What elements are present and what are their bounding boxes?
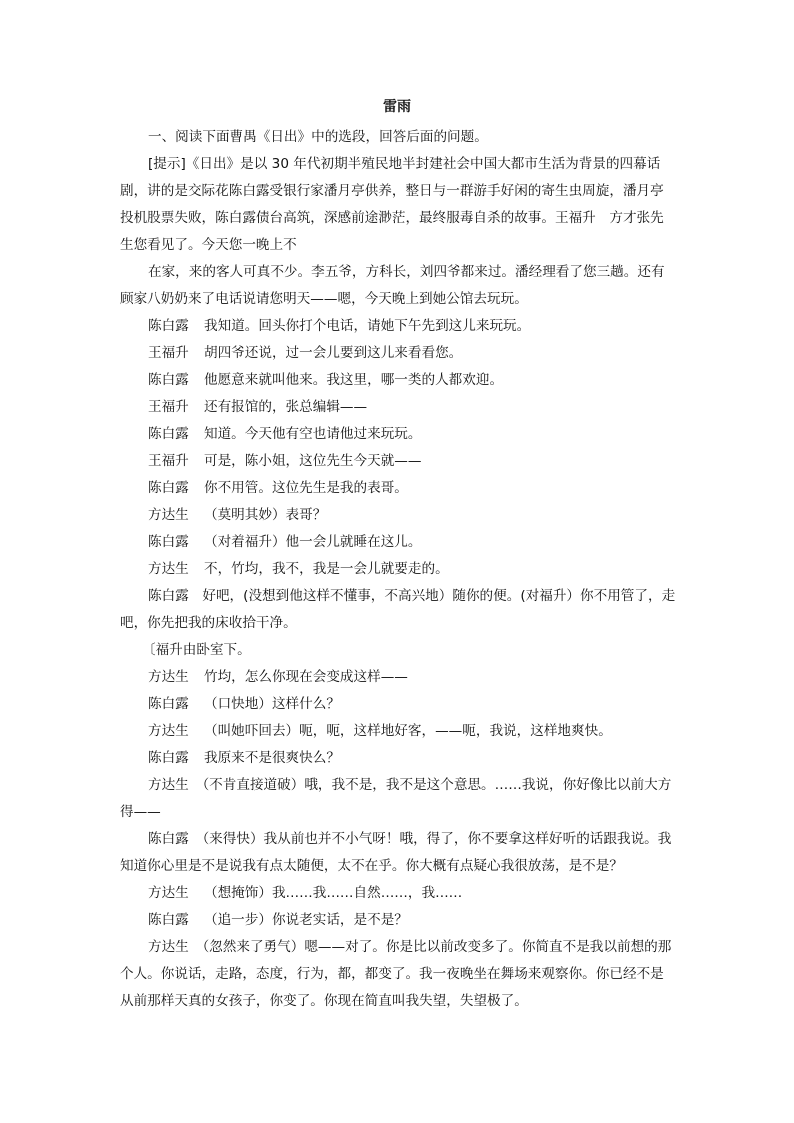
- dialogue-text: 竹均，怎么你现在会变成这样——: [204, 669, 408, 685]
- dialogue-continuation: 在家，来的客人可真不少。李五爷，方科长，刘四爷都来过。潘经理看了您三趟。还有顾家八奶奶来了电话说请您明天——嗯，今天晚上到她公馆去玩玩。: [120, 264, 665, 307]
- speaker-name: 陈白露: [148, 534, 189, 550]
- dialogue-line: [148, 556, 676, 583]
- speaker-name: 陈白露: [148, 912, 189, 928]
- dialogue-text: 他愿意来就叫他来。我这里，哪一类的人都欢迎。: [204, 372, 504, 388]
- speaker-name: 方达生: [148, 507, 189, 523]
- dialogue-line: [148, 448, 676, 475]
- dialogue-paragraph: 方达生 （忽然来了勇气）嗯——对了。你是比以前改变多了。你简直不是我以前想的那个人。你说话，走路，态度，行为，都，都变了。我一夜晚坐在舞场来观察你。你已经不是从前那样天真的女孩子，你变了。你现在简直叫我失望，失望极了。: [120, 939, 672, 1009]
- speaker-name: 方达生: [148, 669, 189, 685]
- speaker-name: 陈白露: [148, 426, 189, 442]
- hint-paragraph: [提示]《日出》是以 30 年代初期半殖民地半封建社会中国大都市生活为背景的四幕话剧，讲的是交际花陈白露受银行家潘月亭供养，整日与一群游手好闲的寄生虫周旋，潘月亭投机股票失败，陈白露债台高筑，深感前途渺茫，最终服毒自杀的故事。王福升 方才张先生您看见了。今天您一晚上不: [120, 156, 664, 253]
- dialogue-text: 你不用管。这位先生是我的表哥。: [204, 480, 408, 496]
- dialogue-line: [148, 907, 676, 934]
- dialogue-text: （叫她吓回去）呃，呃，这样地好客，——呃，我说，这样地爽快。: [204, 723, 612, 739]
- dialogue-line: [148, 313, 676, 340]
- speaker-name: 王福升: [148, 399, 189, 415]
- dialogue-line: [148, 340, 676, 367]
- dialogue-line: [148, 745, 676, 772]
- dialogue-line: [148, 394, 676, 421]
- dialogue-text: （口快地）这样什么？: [204, 696, 340, 712]
- dialogue-line: [148, 664, 676, 691]
- speaker-name: 方达生: [148, 723, 189, 739]
- document-title: 雷雨: [383, 99, 411, 115]
- dialogue-line: [148, 475, 676, 502]
- dialogue-line: [148, 529, 676, 556]
- speaker-name: 陈白露: [148, 480, 189, 496]
- speaker-name: 陈白露: [148, 318, 189, 334]
- dialogue-text: （对着福升）他一会儿就睡在这儿。: [204, 534, 422, 550]
- speaker-name: 方达生: [148, 885, 189, 901]
- speaker-name: 方达生: [148, 561, 189, 577]
- speaker-name: 陈白露: [148, 750, 189, 766]
- dialogue-line: [148, 880, 676, 907]
- dialogue-text: 还有报馆的，张总编辑——: [204, 399, 368, 415]
- dialogue-line: [148, 421, 676, 448]
- stage-direction: 〔福升由卧室下。: [142, 642, 251, 658]
- dialogue-text: 可是，陈小姐，这位先生今天就——: [204, 453, 422, 469]
- speaker-name: 王福升: [148, 453, 189, 469]
- dialogue-line: [148, 691, 676, 718]
- dialogue-text: （莫明其妙）表哥？: [204, 507, 327, 523]
- speaker-name: 陈白露: [148, 372, 189, 388]
- dialogue-text: （想掩饰）我……我……自然……，我……: [204, 885, 463, 901]
- speaker-name: 陈白露: [148, 696, 189, 712]
- dialogue-text: 我知道。回头你打个电话，请她下午先到这儿来玩玩。: [204, 318, 531, 334]
- dialogue-line: [148, 367, 676, 394]
- dialogue-text: 我原来不是很爽快么？: [204, 750, 340, 766]
- dialogue-paragraph: 陈白露 （来得快）我从前也并不小气呀！哦，得了，你不要拿这样好听的话跟我说。我知道你心里是不是说我有点太随便，太不在乎。你大概有点疑心我很放荡，是不是？: [120, 831, 672, 874]
- dialogue-text: 胡四爷还说，过一会儿要到这儿来看看您。: [204, 345, 463, 361]
- dialogue-text: 知道。今天他有空也请他过来玩玩。: [204, 426, 422, 442]
- dialogue-line: [148, 502, 676, 529]
- dialogue-paragraph: 方达生 （不肯直接道破）哦，我不是，我不是这个意思。……我说，你好像比以前大方得——: [120, 777, 672, 820]
- dialogue-text: 不，竹均，我不，我是一会儿就要走的。: [204, 561, 449, 577]
- dialogue-line: [148, 718, 676, 745]
- dialogue-text: （追一步）你说老实话，是不是？: [204, 912, 408, 928]
- speaker-name: 王福升: [148, 345, 189, 361]
- question-instruction: 一、阅读下面曹禺《日出》中的选段，回答后面的问题。: [148, 129, 488, 145]
- dialogue-paragraph: 陈白露 好吧，(没想到他这样不懂事，不高兴地）随你的便。(对福升）你不用管了，走吧，你先把我的床收拾干净。: [120, 588, 676, 631]
